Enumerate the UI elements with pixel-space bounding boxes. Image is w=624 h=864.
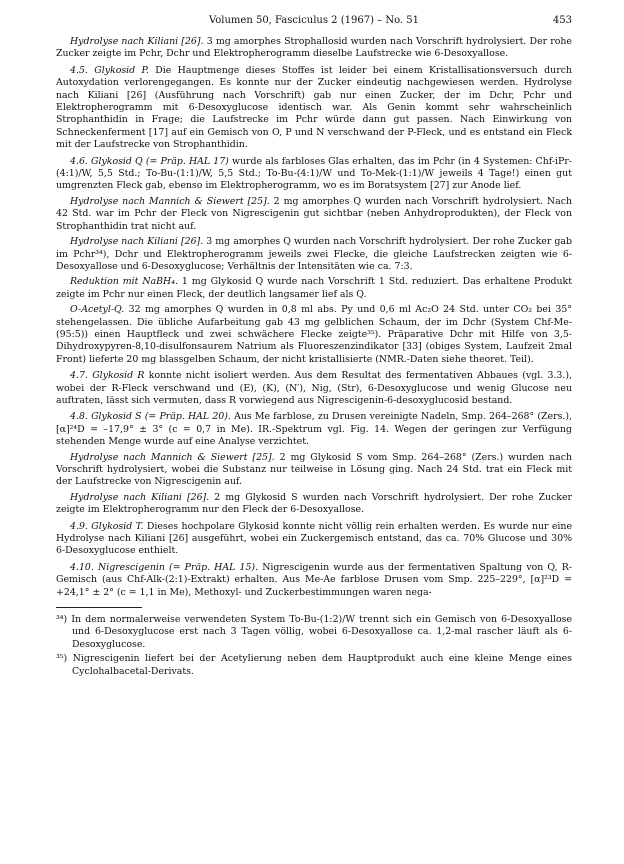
paragraph-hydrolyse-kiliani-s bbox=[56, 492, 572, 517]
footnote-34: ³⁴) In dem normalerweise verwendeten System To-Bu-(1:2)/W trennt sich ein Gemisch von 6-Desoxyallose und 6-Desoxyglucose erst nach 3 Tagen völlig, wobei 6-Desoxyallose ca. 1,2-mal rascher läuft als 6-Desoxyglucose. bbox=[56, 614, 572, 650]
paragraph-text: Die Hauptmenge dieses Stoffes ist leider bei einem Kristallisationsversuch durch Autoxydation verlorengegangen. Es konnte nur der Zucker eindeutig nachgewiesen werden. Hydrolyse nach Kiliani [26] (Ausführung nach Vorschrift) gab nur einen Zucker, der im Dchr, Pchr und Elektropherogramm mit 6-Desoxyglucose identisch war. Als Genin kommt sehr wahrscheinlich Strophanthidin in Frage; die Laufstrecke im Pchr würde dann gut passen. Nach Einwirkung von Schneckenferment [17] auf ein Gemisch von O, P und N verschwand der P-Fleck, und es entstand ein Fleck mit der Laufstrecke von Strophanthidin. bbox=[56, 64, 572, 151]
paragraph-lead: 4.8. Glykosid S (= Präp. HAL 20). bbox=[70, 411, 231, 423]
paragraph-lead: Hydrolyse nach Mannich & Siewert [25]. bbox=[70, 195, 270, 207]
footnotes bbox=[56, 614, 572, 678]
paragraph-glykosid-t bbox=[56, 521, 572, 558]
paragraph-hydrolyse-kiliani-q bbox=[56, 236, 572, 273]
paragraph-glykosid-r bbox=[56, 370, 572, 407]
footnote-35: ³⁵) Nigrescigenin liefert bei der Acetylierung neben dem Hauptprodukt auch eine kleine Menge eines Cyclohalbacetal-Derivats. bbox=[56, 653, 572, 677]
paragraph-o-acetyl-q bbox=[56, 304, 572, 366]
footnote-divider bbox=[56, 607, 142, 608]
paragraph-text: 1 mg Glykosid Q wurde nach Vorschrift 1 Std. reduziert. Das erhaltene Produkt zeigte im Pchr nur einen Fleck, der deutlich langsamer lief als Q. bbox=[56, 276, 572, 300]
paragraph-glykosid-q bbox=[56, 156, 572, 193]
paragraph-glykosid-p bbox=[56, 65, 572, 152]
paragraph-hydrolyse-mannich-s bbox=[56, 452, 572, 489]
journal-page bbox=[56, 14, 572, 854]
running-title: Volumen 50, Fasciculus 2 (1967) – No. 51 bbox=[208, 15, 420, 26]
paragraph-lead: Hydrolyse nach Mannich & Siewert [25]. bbox=[70, 451, 275, 463]
paragraph-text: 32 mg amorphes Q wurden in 0,8 ml abs. Py und 0,6 ml Ac₂O 24 Std. unter CO₂ bei 35° stehengelassen. Die übliche Aufarbeitung gab 43 mg gelblichen Schaum, der im Dchr (System Chf-Me-(95:5)) einen Hauptfleck und zwei schwächere Flecke zeigte³⁵). Präparative Dchr mit Hilfe von 3,5-Dihydroxypyren-8,10-disulfonsaurem Natrium als Fluoreszenzindikator [33] (obiges System, Laufzeit 2mal Front) lieferte 20 mg blassgelben Schaum, der nicht kristallisierte (NMR.-Daten siehe theoret. Teil). bbox=[56, 304, 572, 365]
paragraph-text: Aus Me farblose, zu Drusen vereinigte Nadeln, Smp. 264–268° (Zers.), [α]²⁴D = –17,9° ± 3° (c = 0,7 in Me). IR.-Spektrum vgl. Fig. 14. Wegen der geringen zur Verfügung stehenden Menge wurde auf eine Analyse verzichtet. bbox=[56, 411, 572, 448]
paragraph-text: 3 mg amorphes Strophallosid wurden nach Vorschrift hydrolysiert. Der rohe Zucker zeigte im Pchr, Dchr und Elektropherogramm dieselbe Laufstrecke wie 6-Desoxyallose. bbox=[56, 36, 572, 60]
paragraph-text: wurde als farbloses Glas erhalten, das im Pchr (in 4 Systemen: Chf-iPr-(4:1)/W, 5,5 Std.; To-Bu-(1:1)/W, 5,5 Std.; To-Bu-(4:1)/W und To-Mek-(1:1)/W jeweils 4 Tage!) einen gut umgrenzten Fleck gab, ebenso im Elektropherogramm, wo es im Boratsystem [27] zur Anode lief. bbox=[56, 155, 572, 192]
running-header bbox=[56, 14, 572, 27]
paragraph-lead: O-Acetyl-Q. bbox=[70, 304, 125, 316]
paragraph-text: 2 mg amorphes Q wurden nach Vorschrift hydrolysiert. Nach 42 Std. war im Pchr der Fleck von Nigrescigenin gut sichtbar (neben Anhydroprodukten), der Fleck von Strophanthidin trat nicht auf. bbox=[56, 195, 573, 232]
paragraph-hydrolyse-mannich-q bbox=[56, 196, 572, 233]
paragraph-text: 2 mg Glykosid S vom Smp. 264–268° (Zers.) wurden nach Vorschrift hydrolysiert, wobei die Substanz nur teilweise in Lösung ging. Nach 24 Std. trat ein Fleck mit der Laufstrecke von Nigrescigenin auf. bbox=[56, 451, 573, 488]
paragraph-lead: 4.9. Glykosid T. bbox=[70, 520, 144, 532]
paragraph-lead: 4.10. Nigrescigenin (= Präp. HAL 15). bbox=[70, 561, 259, 573]
paragraph-hydrolyse-kiliani-strophallosid bbox=[56, 36, 572, 61]
paragraph-lead: Reduktion mit NaBH₄. bbox=[70, 276, 178, 288]
paragraph-text: konnte nicht isoliert werden. Aus dem Resultat des fermentativen Abbaues (vgl. 3.3.), wobei der R-Fleck verschwand und (E), (K), (N′), Nig, (Str), 6-Desoxyglucose und wenig Glucose neu auftraten, lässt sich vermuten, dass R vorwiegend aus Nigrescigenin-6-desoxyglucosid bestand. bbox=[56, 370, 573, 406]
paragraph-lead: Hydrolyse nach Kiliani [26]. bbox=[70, 236, 204, 248]
page-number: 453 bbox=[552, 15, 572, 26]
paragraph-lead: 4.5. Glykosid P. bbox=[70, 64, 149, 76]
paragraph-lead: Hydrolyse nach Kiliani [26]. bbox=[70, 491, 210, 503]
paragraph-lead: Hydrolyse nach Kiliani [26]. bbox=[70, 36, 204, 47]
paragraph-glykosid-s bbox=[56, 411, 572, 448]
paragraph-lead: 4.6. Glykosid Q (= Präp. HAL 17) bbox=[70, 155, 229, 167]
paragraph-text: 3 mg amorphes Q wurden nach Vorschrift hydrolysiert. Der rohe Zucker gab im Pchr³⁴), Dchr und Elektropherogramm jeweils zwei Flecke, die gleiche Laufstrecken zeigten wie 6-Desoxyallose und 6-Desoxyglucose; Verhältnis der Intensitäten wie ca. 7:3. bbox=[56, 236, 572, 272]
paragraph-text: Nigrescigenin wurde aus der fermentativen Spaltung von Q, R-Gemisch (aus Chf-Alk-(2:1)-Extrakt) erhalten. Aus Me-Ae farblose Drusen vom Smp. 225–229°, [α]²³D = +24,1° ± 2° (c = 1,1 in Me), Methoxyl- und Zuckerbestimmungen waren nega- bbox=[56, 561, 572, 598]
paragraph-nigrescigenin bbox=[56, 562, 572, 599]
paragraph-text: Dieses hochpolare Glykosid konnte nicht völlig rein erhalten werden. Es wurde nur eine Hydrolyse nach Kiliani [26] ausgeführt, wobei ein Zuckergemisch entstand, das ca. 70% Glucose und 30% 6-Desoxyglucose enthielt. bbox=[56, 520, 573, 557]
body-text bbox=[56, 36, 572, 599]
paragraph-lead: 4.7. Glykosid R bbox=[70, 370, 145, 382]
paragraph-reduktion-nabh4 bbox=[56, 276, 572, 301]
paragraph-text: 2 mg Glykosid S wurden nach Vorschrift hydrolysiert. Der rohe Zucker zeigte im Elektropherogramm nur den Fleck der 6-Desoxyallose. bbox=[56, 491, 572, 516]
